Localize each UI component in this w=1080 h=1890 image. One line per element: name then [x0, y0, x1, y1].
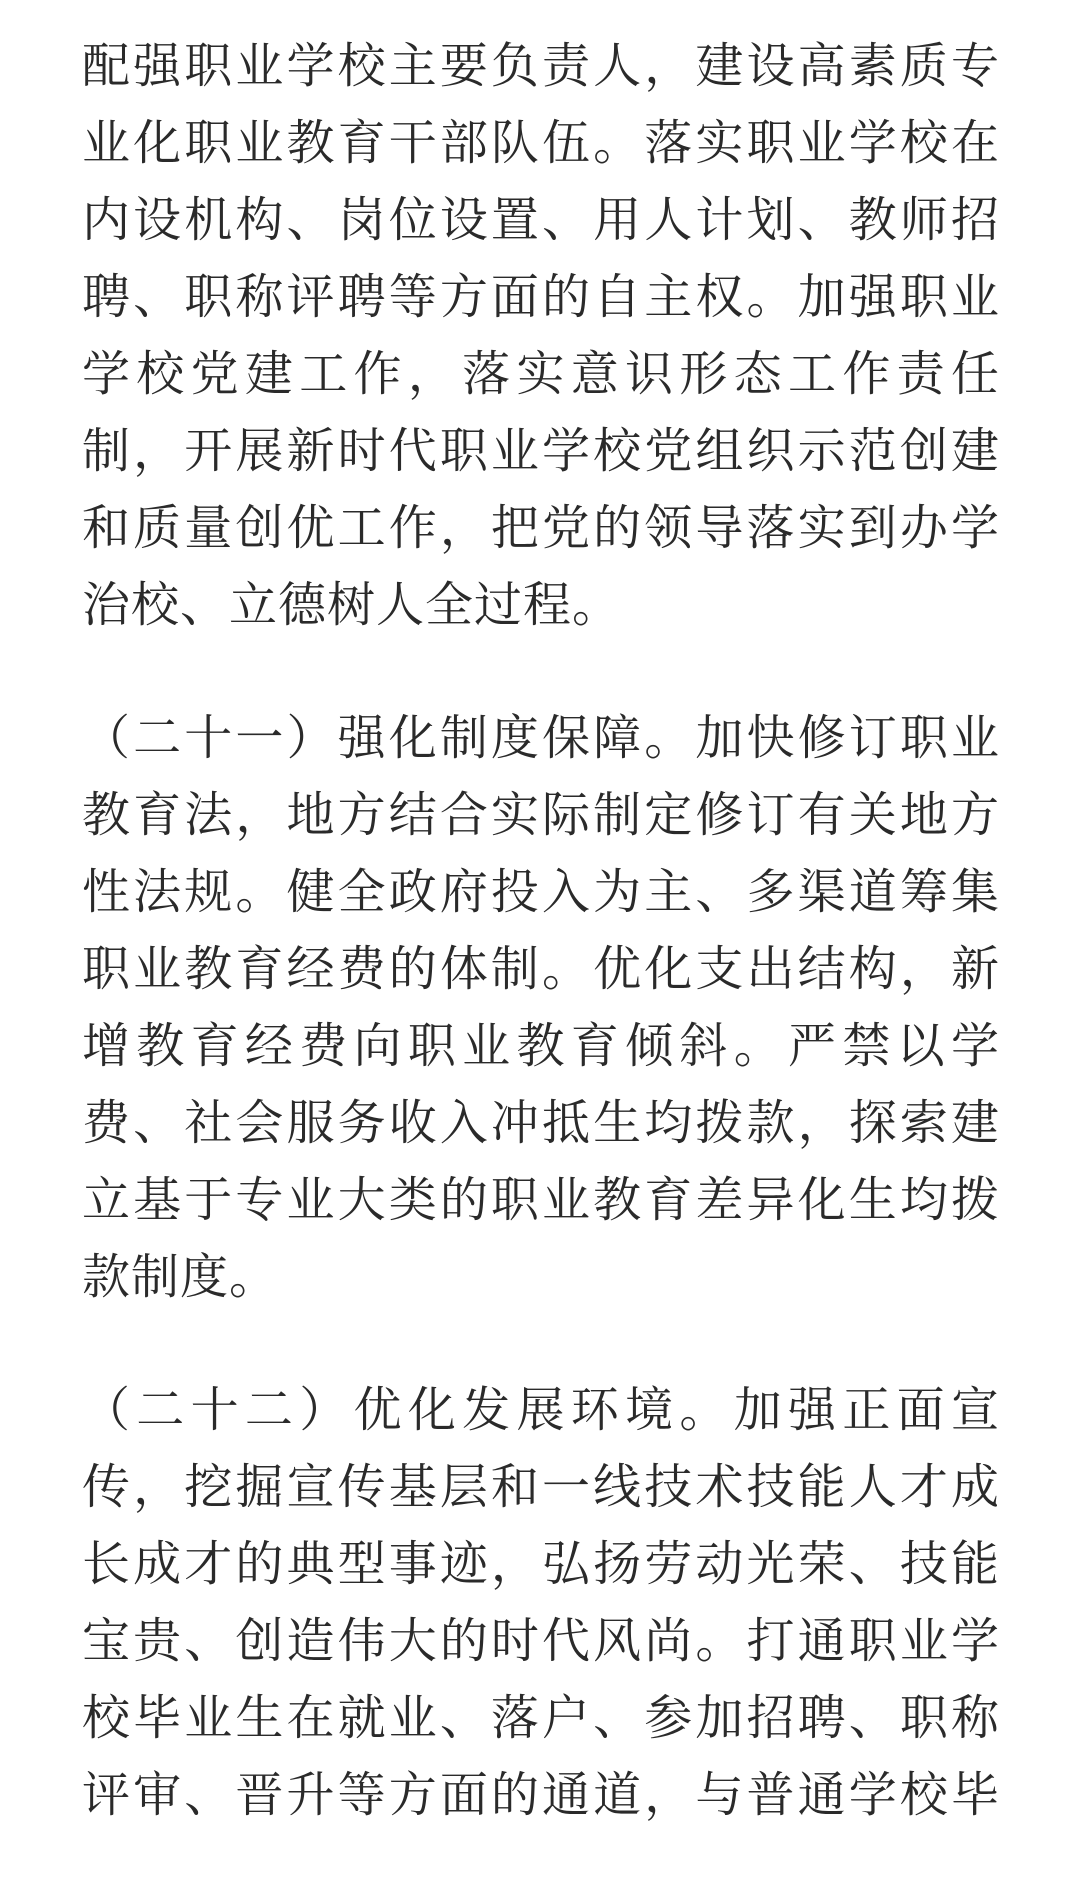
- text-line: 职业教育经费的体制。优化支出结构，新: [82, 941, 1000, 997]
- text-line: 教育法，地方结合实际制定修订有关地方: [82, 787, 1000, 843]
- text-line: 费、社会服务收入冲抵生均拨款，探索建: [82, 1095, 1000, 1151]
- text-line: 长成才的典型事迹，弘扬劳动光荣、技能: [82, 1536, 1000, 1592]
- text-line: 治校、立德树人全过程。: [82, 577, 622, 633]
- text-line: 增教育经费向职业教育倾斜。严禁以学: [82, 1018, 1000, 1074]
- text-line: 款制度。: [82, 1249, 279, 1305]
- text-line: （二十二）优化发展环境。加强正面宣: [82, 1382, 1000, 1438]
- text-line: 性法规。健全政府投入为主、多渠道筹集: [82, 864, 1000, 920]
- text-line: 传，挖掘宣传基层和一线技术技能人才成: [82, 1459, 1000, 1515]
- text-line: 制，开展新时代职业学校党组织示范创建: [82, 423, 1000, 479]
- article-body: [82, 28, 1000, 1890]
- text-line: 校毕业生在就业、落户、参加招聘、职称: [82, 1690, 1000, 1746]
- paragraph-21-system-guarantee: [82, 700, 1000, 1316]
- text-line: 评审、晋升等方面的通道，与普通学校毕: [82, 1767, 1000, 1823]
- text-line: 学校党建工作，落实意识形态工作责任: [82, 346, 1000, 402]
- text-line: 和质量创优工作，把党的领导落实到办学: [82, 500, 1000, 556]
- paragraph-22-environment: [82, 1372, 1000, 1834]
- text-line: 立基于专业大类的职业教育差异化生均拨: [82, 1172, 1000, 1228]
- text-line: 宝贵、创造伟大的时代风尚。打通职业学: [82, 1613, 1000, 1669]
- paragraph-leadership: [82, 28, 1000, 644]
- text-line: 业化职业教育干部队伍。落实职业学校在: [82, 115, 1000, 171]
- text-line: 内设机构、岗位设置、用人计划、教师招: [82, 192, 1000, 248]
- text-line: （二十一）强化制度保障。加快修订职业: [82, 710, 1000, 766]
- text-line: 配强职业学校主要负责人，建设高素质专: [82, 38, 1000, 94]
- text-line: 聘、职称评聘等方面的自主权。加强职业: [82, 269, 1000, 325]
